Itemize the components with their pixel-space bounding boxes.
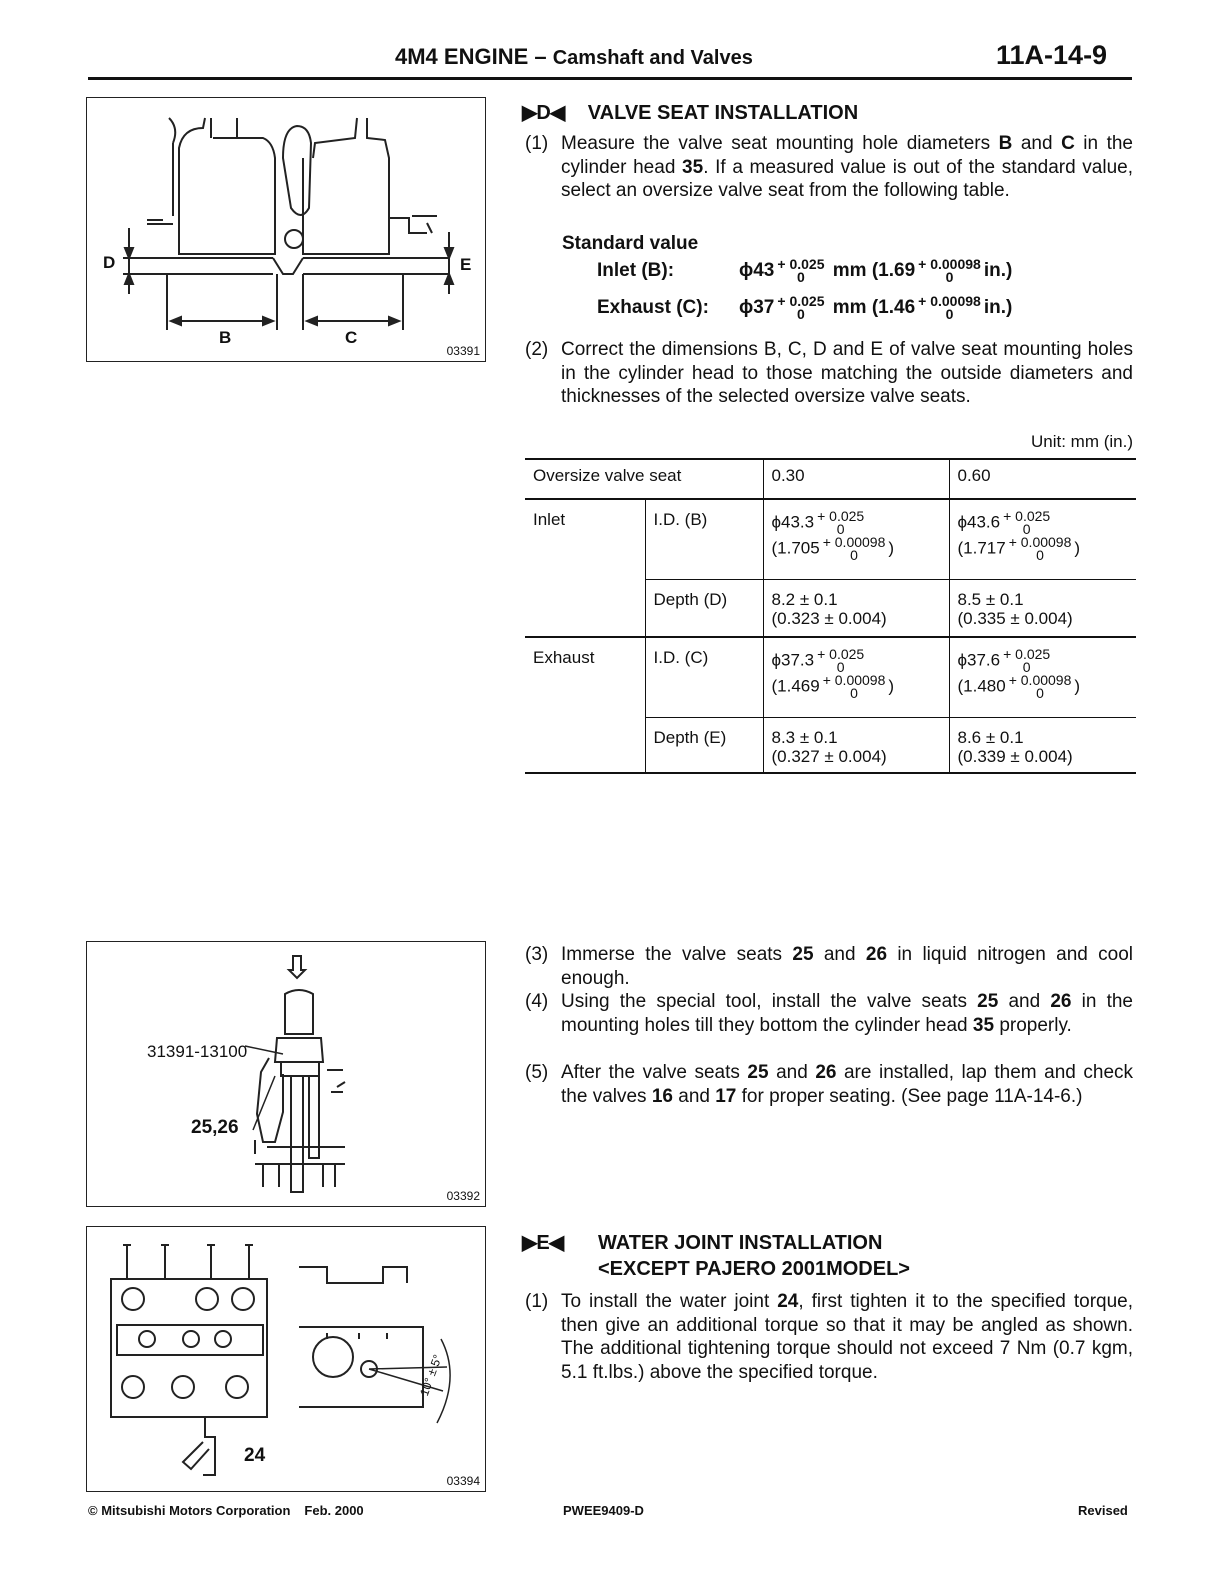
label-d: D: [103, 253, 116, 272]
tool-number-label: 31391-13100: [147, 1042, 248, 1061]
water-joint-drawing: [87, 1227, 485, 1491]
cell-value: ϕ43.6 + 0.025 0 (1.717 + 0.00098 0 ): [957, 508, 1081, 563]
standard-value-exhaust: Exhaust (C): ϕ37 + 0.025 0 mm (1.46 + 0.00098 0 in.): [597, 293, 1013, 322]
label-e: E: [460, 255, 472, 274]
step-2: (2) Correct the dimensions B, C, D and E of valve seat mounting holes in the cylinder head to those matching the outside diameters and thicknesses of the selected oversize valve seats.: [525, 339, 1133, 407]
cell-value: 8.2 ± 0.1 (0.323 ± 0.004): [763, 579, 949, 637]
table-row: [525, 499, 1136, 579]
standard-value-label: Standard value: [562, 233, 699, 254]
section-e-step-1: (1) To install the water joint 24, first tighten it to the specified torque, then give an additional torque so that it may be angled as shown. The additional tightening torque should not exceed 7 Nm (0.7 kgm, 5.1 ft.lbs.) above the specified torque.: [525, 1291, 1133, 1383]
cell-value: 8.5 ± 0.1 (0.335 ± 0.004): [957, 589, 1073, 628]
cell-value: ϕ43.3 + 0.025 0 (1.705 + 0.00098 0 ): [763, 499, 949, 579]
figure-special-tool: [86, 941, 486, 1207]
standard-value-inlet: Inlet (B): ϕ43 + 0.025 0 mm (1.69 + 0.00098 0 in.): [597, 256, 1013, 285]
figure-number: 03394: [446, 1474, 480, 1488]
page-title: [395, 44, 753, 70]
label-b: B: [219, 328, 232, 347]
figure-valve-seat-dimensions: [86, 97, 486, 362]
section-d-title: [522, 100, 858, 125]
label-c: C: [345, 328, 358, 347]
page-number: 11A-14-9: [996, 40, 1108, 70]
cell-value: 8.6 ± 0.1 (0.339 ± 0.004): [957, 727, 1073, 766]
angle-label: 10° ± 5°: [417, 1352, 445, 1398]
step-number: (5): [525, 1062, 549, 1083]
figure-number: 03392: [446, 1189, 480, 1203]
step-5: (5) After the valve seats 25 and 26 are installed, lap them and check the valves 16 and 17 for proper seating. (See page 11A-14-6.): [525, 1062, 1134, 1107]
figure-number: 03391: [446, 344, 480, 358]
step-number: (1): [525, 1291, 549, 1312]
oversize-valve-seat-table: [525, 458, 1136, 774]
footer-status: Revised: [1078, 1503, 1128, 1518]
table-header-row: [525, 459, 1136, 499]
section-d-marker: ▶D◀: [522, 102, 565, 124]
th-oversize: Oversize valve seat: [525, 459, 763, 499]
step-number: (3): [525, 944, 549, 965]
step-number: (1): [525, 133, 549, 154]
cell-dim: Depth (D): [645, 579, 763, 637]
th-030: 0.30: [763, 459, 949, 499]
th-060: 0.60: [957, 466, 991, 485]
cell-dim: Depth (E): [645, 717, 763, 773]
section-e-marker: ▶E◀: [522, 1232, 564, 1254]
title-main: 4M4 ENGINE –: [395, 44, 547, 69]
figure-water-joint: [86, 1226, 486, 1492]
parts-label: 25,26: [191, 1117, 239, 1138]
special-tool-drawing: [87, 942, 485, 1206]
cell-dim: I.D. (C): [645, 637, 763, 717]
footer-copyright: © Mitsubishi Motors Corporation Feb. 2000: [88, 1503, 364, 1518]
title-sub: Camshaft and Valves: [552, 47, 753, 69]
step-number: (4): [525, 991, 549, 1012]
section-d-heading: VALVE SEAT INSTALLATION: [587, 102, 859, 124]
section-e-heading: [598, 1230, 910, 1282]
header-rule: [88, 77, 1132, 80]
step-4: (4) Using the special tool, install the valve seats 25 and 26 in the mounting holes till they bottom the cylinder head 35 properly.: [525, 991, 1134, 1036]
cell-value: ϕ37.6 + 0.025 0 (1.480 + 0.00098 0 ): [957, 646, 1081, 701]
part-24-label: 24: [244, 1445, 266, 1466]
section-e-title: [522, 1230, 563, 1255]
footer-code: PWEE9409-D: [563, 1503, 644, 1518]
step-1: (1) Measure the valve seat mounting hole diameters B and C in the cylinder head 35. If a measured value is out of the standard value, select an oversize valve seat from the following table.: [525, 133, 1134, 201]
table-row: [525, 637, 1136, 717]
cell-value: ϕ37.3 + 0.025 0 (1.469 + 0.00098 0 ): [763, 637, 949, 717]
row-exhaust-label: Exhaust: [525, 637, 645, 773]
valve-seat-drawing: [87, 98, 485, 361]
section-e-heading-line2: <EXCEPT PAJERO 2001MODEL>: [598, 1258, 910, 1280]
table-unit: Unit: mm (in.): [1031, 432, 1133, 451]
section-e-heading-line1: WATER JOINT INSTALLATION: [598, 1232, 883, 1254]
step-number: (2): [525, 339, 549, 360]
step-3: (3) Immerse the valve seats 25 and 26 in liquid nitrogen and cool enough.: [525, 944, 1133, 989]
cell-dim: I.D. (B): [645, 499, 763, 579]
row-inlet-label: Inlet: [525, 499, 645, 637]
cell-value: 8.3 ± 0.1 (0.327 ± 0.004): [763, 717, 949, 773]
